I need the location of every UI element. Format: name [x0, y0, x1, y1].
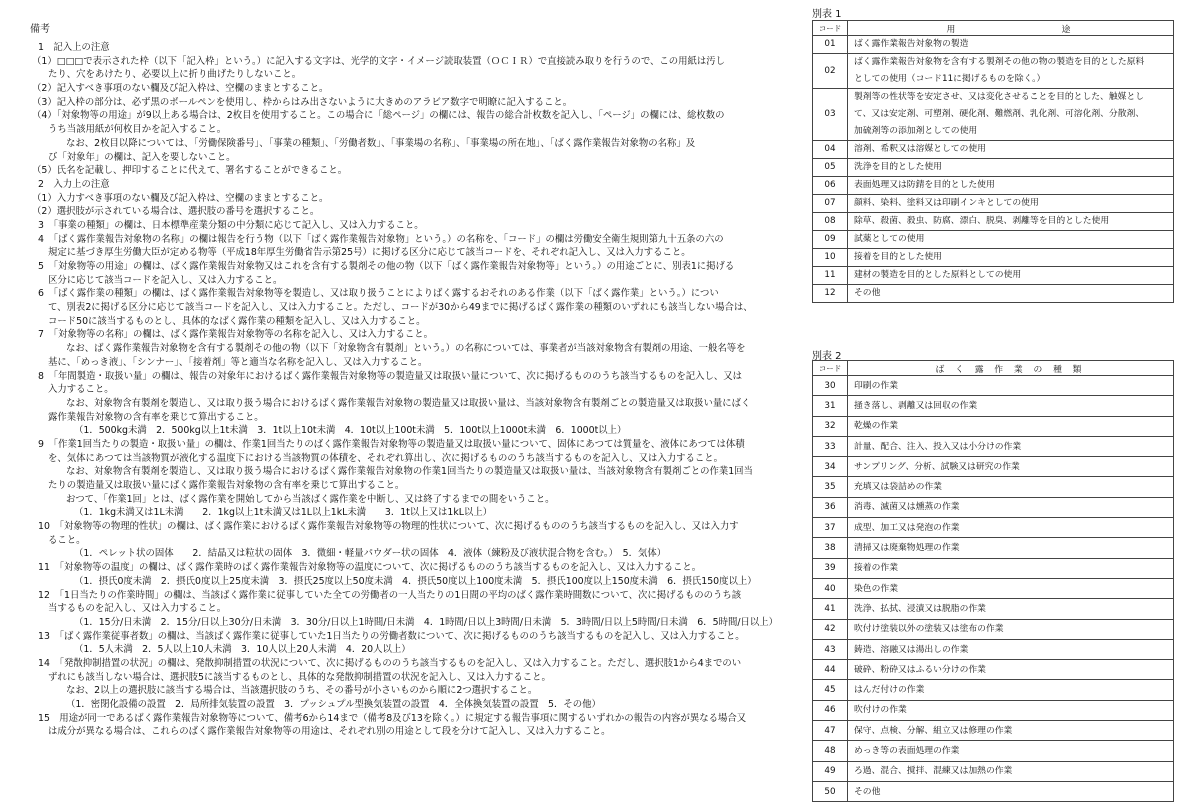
- remark-line: 入力すること。: [48, 384, 114, 396]
- table-row: [813, 721, 1174, 741]
- remark-line: 9 「作業1回当たりの製造・取扱い量」の欄は、作業1回当たりのばく露作業報告対象物等の製造量又は取扱い量について、固体にあつては質量を、液体にあつては体積: [38, 438, 745, 450]
- row-description: 吹付けの作業: [848, 700, 1174, 720]
- remark-line: 4 「ばく露作業報告対象物の名称」の欄は報告を行う物（以下「ばく露作業報告対象物」という。）の名称を、「コード」の欄は労働安全衛生規則第九十五条の六の: [38, 233, 724, 245]
- table-header-row: [813, 21, 1174, 36]
- row-description: 表面処理又は防錆を目的とした使用: [848, 177, 1174, 195]
- remark-line: おつて、「作業1回」とは、ばく露作業を開始してから当該ばく露作業を中断し、又は終了するまでの間をいうこと。: [66, 493, 555, 505]
- table-row: [813, 558, 1174, 578]
- table-row: [813, 159, 1174, 177]
- row-code: 40: [813, 578, 848, 598]
- remark-line: 露作業報告対象物の含有率を乗じて算出すること。: [48, 411, 264, 423]
- row-description: ろ過、混合、撹拌、混練又は加熱の作業: [848, 761, 1174, 781]
- row-description: サンプリング、分析、試験又は研究の作業: [848, 457, 1174, 477]
- remarks-heading: 備考: [30, 24, 50, 35]
- row-description: 洗浄、払拭、浸漬又は脱脂の作業: [848, 599, 1174, 619]
- row-code: 04: [813, 141, 848, 159]
- remark-line: 8 「年間製造・取扱い量」の欄は、報告の対象年におけるばく露作業報告対象物等の製造量又は取扱い量について、次に掲げるもののうち該当するものを記入し、又は: [38, 370, 743, 382]
- table-row: [813, 177, 1174, 195]
- row-description: 計量、配合、注入、投入又は小分けの作業: [848, 436, 1174, 456]
- remark-line: （1．1kg未満又は1L未満 2．1kg以上1t未満又は1L以上1kL未満 3．1t以上又は1kL以上）: [74, 507, 493, 519]
- row-code: 47: [813, 721, 848, 741]
- row-description: はんだ付けの作業: [848, 680, 1174, 700]
- remark-line: （3）記入枠の部分は、必ず黒のボールペンを使用し、枠からはみ出さないように大きめのアラビア数字で明瞭に記入すること。: [32, 96, 573, 108]
- row-code: 48: [813, 741, 848, 761]
- row-description: 消毒、滅菌又は燻蒸の作業: [848, 497, 1174, 517]
- row-code: 34: [813, 457, 848, 477]
- row-description: 建材の製造を目的とした原料としての使用: [848, 267, 1174, 285]
- row-description: 保守、点検、分解、組立又は修理の作業: [848, 721, 1174, 741]
- table-row: [813, 741, 1174, 761]
- row-description: 清掃又は廃棄物処理の作業: [848, 538, 1174, 558]
- remark-line: （1．密閉化設備の設置 2．局所排気装置の設置 3．プッシュプル型換気装置の設置 4．全体換気装置の設置 5．その他）: [66, 699, 601, 710]
- remark-line: なお、対象物含有製剤を製造し、又は取り扱う場合におけるばく露作業報告対象物の製造量又は取扱い量は、当該対象物含有製剤ごとの製造量又は取扱い量にばく: [66, 397, 751, 409]
- row-description: 乾燥の作業: [848, 416, 1174, 436]
- remark-line: なお、対象物含有製剤を製造し、又は取り扱う場合におけるばく露作業報告対象物の作業1回当たりの製造量又は取扱い量は、当該対象物含有製剤ごとの作業1回当: [66, 466, 753, 478]
- table-row: [813, 141, 1174, 159]
- row-code: 12: [813, 285, 848, 303]
- remark-line: （1）□□□で表示された枠（以下「記入枠」という。）に記入する文字は、光学的文字・イメージ読取装置（ＯＣＩＲ）で直接読み取りを行うので、この用紙は汚し: [32, 55, 726, 67]
- work-type-code-table: [812, 360, 1174, 802]
- remark-line: （1．摂氏0度未満 2．摂氏0度以上25度未満 3．摂氏25度以上50度未満 4．摂氏50度以上100度未満 5．摂氏100度以上150度未満 6．摂氏150度以上）: [74, 575, 757, 587]
- row-code: 50: [813, 781, 848, 801]
- remark-line: 区分に応じて該当コードを記入し、又は入力すること。: [48, 274, 283, 286]
- table-row: [813, 761, 1174, 781]
- row-code: 10: [813, 249, 848, 267]
- row-code: 45: [813, 680, 848, 700]
- row-description: ばく露作業報告対象物の製造: [848, 36, 1174, 54]
- table-header-row: [813, 361, 1174, 376]
- remarks-section: [30, 20, 806, 739]
- row-code: 31: [813, 396, 848, 416]
- row-code: 33: [813, 436, 848, 456]
- remark-line: （1．5人未満 2．5人以上10人未満 3．10人以上20人未満 4．20人以上）: [74, 644, 411, 656]
- table-row: [813, 416, 1174, 436]
- table-row: [813, 54, 1174, 89]
- remark-line: （2）選択肢が示されている場合は、選択肢の番号を選択すること。: [32, 206, 320, 218]
- table-row: [813, 781, 1174, 801]
- remark-line: 12 「1日当たりの作業時間」の欄は、当該ばく露作業に従事していた全ての労働者の一人当たりの1日間の平均のばく露作業時間数について、次に掲げるもののうち該: [38, 589, 742, 601]
- row-description: 試薬としての使用: [848, 231, 1174, 249]
- row-code: 05: [813, 159, 848, 177]
- remark-line: 3 「事業の種類」の欄は、日本標準産業分類の中分類に応じて記入し、又は入力すること。: [38, 219, 424, 231]
- remark-line: を、気体にあつては当該物質が液化する温度下における当該物質の体積を、それぞれ算出し、次に掲げるもののうち該当するものを記入し、又は入力すること。: [48, 452, 724, 464]
- remark-line: 15 用途が同一であるばく露作業報告対象物等について、備考6から14まで（備考8及び13を除く。）に規定する報告事項に関するいずれかの報告の内容が異なる場合又: [38, 712, 747, 724]
- row-code: 44: [813, 660, 848, 680]
- remark-line: たりの製造量又は取扱い量にばく露作業報告対象物の含有率を乗じて算出すること。: [48, 480, 405, 491]
- remark-line: （1．500kg未満 2．500kg以上1t未満 3．1t以上10t未満 4．10t以上100t未満 5．100t以上1000t未満 6．1000t以上）: [74, 425, 627, 437]
- row-description: 鋳造、溶融又は湯出しの作業: [848, 639, 1174, 659]
- table-row: [813, 195, 1174, 213]
- remark-line: 7 「対象物等の名称」の欄は、ばく露作業報告対象物等の名称を記入し、又は入力すること。: [38, 329, 434, 341]
- remark-line: なお、ばく露作業報告対象物を含有する製剤その他の物（以下「対象物含有製剤」という。）の名称については、事業者が当該対象物含有製剤の用途、一般名等を: [66, 343, 746, 355]
- table-row: [813, 231, 1174, 249]
- remark-line: （4）「対象物等の用途」が9以上ある場合は、2枚目を使用すること。この場合に「総ページ」の欄には、報告の総合計枚数を記入し、「ページ」の欄には、総枚数の: [32, 110, 725, 122]
- remark-line: コード50に該当するものとし、具体的なばく露作業の種類を記入し、又は入力すること。: [48, 315, 426, 327]
- remark-line: 13 「ばく露作業従事者数」の欄は、当該ばく露作業に従事していた1日当たりの労働者数について、次に掲げるもののうち該当するものを記入し、又は入力すること。: [38, 630, 745, 642]
- table-row: [813, 89, 1174, 141]
- remark-line: たり、穴をあけたり、必要以上に折り曲げたりしないこと。: [48, 69, 302, 81]
- row-description: 溶剤、希釈又は溶媒としての使用: [848, 141, 1174, 159]
- row-code: 38: [813, 538, 848, 558]
- row-description: 製剤等の性状等を安定させ、又は変化させることを目的とした、触媒とし て、又は安定剤、可塑剤、硬化剤、難燃剤、乳化剤、可溶化剤、分散剤、 加硫剤等の添加剤としての使用: [848, 89, 1174, 141]
- work-type-header: ば く 露 作 業 の 種 類: [848, 361, 1174, 376]
- row-description: 除草、殺菌、殺虫、防腐、漂白、脱臭、剥離等を目的とした使用: [848, 213, 1174, 231]
- table-row: [813, 249, 1174, 267]
- remark-line: 規定に基づき厚生労働大臣が定める物等（平成18年厚生労働省告示第25号）に掲げる区分に応じて該当コードを、それぞれ記入し、又は入力すること。: [48, 247, 691, 259]
- row-code: 11: [813, 267, 848, 285]
- remark-line: 2 入力上の注意: [38, 178, 110, 190]
- row-description: 接着を目的とした使用: [848, 249, 1174, 267]
- remark-line: 10 「対象物等の物理的性状」の欄は、ばく露作業におけるばく露作業報告対象物等の物理的性状について、次に掲げるもののうち該当するものを記入し、又は入力す: [38, 521, 739, 533]
- row-description: 充填又は袋詰めの作業: [848, 477, 1174, 497]
- row-description: 印刷の作業: [848, 376, 1174, 396]
- row-code: 02: [813, 54, 848, 89]
- remark-line: ずれにも該当しない場合は、選択肢5に該当するものとし、具体的な発散抑制措置の状況を記入し、又は入力すること。: [48, 671, 551, 683]
- row-description: 洗浄を目的とした使用: [848, 159, 1174, 177]
- row-code: 36: [813, 497, 848, 517]
- row-code: 41: [813, 599, 848, 619]
- remark-line: うち当該用紙が何枚目かを記入すること。: [48, 124, 227, 136]
- row-description: 染色の作業: [848, 578, 1174, 598]
- remark-line: （1）入力すべき事項のない欄及び記入枠は、空欄のままとすること。: [32, 192, 329, 204]
- table-row: [813, 599, 1174, 619]
- table2-caption: 別表 2: [812, 351, 842, 362]
- remark-line: 11 「対象物等の温度」の欄は、ばく露作業時のばく露作業報告対象物等の温度について、次に掲げるもののうち該当するものを記入し、又は入力すること。: [38, 562, 702, 574]
- remark-line: 5 「対象物等の用途」の欄は、ばく露作業報告対象物又はこれを含有する製剤その他の物（以下「ばく露作業報告対象物等」という。）の用途ごとに、別表1に掲げる: [38, 261, 735, 272]
- code-header: コード: [813, 361, 848, 376]
- remark-line: 1 記入上の注意: [38, 42, 110, 53]
- row-code: 37: [813, 518, 848, 538]
- row-description: 破砕、粉砕又はふるい分けの作業: [848, 660, 1174, 680]
- remark-line: （2）記入すべき事項のない欄及び記入枠は、空欄のままとすること。: [32, 83, 329, 95]
- row-description: ばく露作業報告対象物を含有する製剤その他の物の製造を目的とした原料 としての使用（コード11に掲げるものを除く。）: [848, 54, 1174, 89]
- remark-line: （1．15分/日未満 2．15分/日以上30分/日未満 3．30分/日以上1時間/日未満 4．1時間/日以上3時間/日未満 5．3時間/日以上5時間/日未満 6．5時間/日以上）: [74, 616, 779, 628]
- table-row: [813, 285, 1174, 303]
- row-code: 30: [813, 376, 848, 396]
- table-row: [813, 497, 1174, 517]
- table-row: [813, 36, 1174, 54]
- row-code: 35: [813, 477, 848, 497]
- row-code: 43: [813, 639, 848, 659]
- row-description: 顔料、染料、塗料又は印刷インキとしての使用: [848, 195, 1174, 213]
- row-description: その他: [848, 781, 1174, 801]
- remark-line: び「対象年」の欄は、記入を要しないこと。: [48, 151, 236, 163]
- table-row: [813, 518, 1174, 538]
- row-description: めっき等の表面処理の作業: [848, 741, 1174, 761]
- remark-line: 6 「ばく露作業の種類」の欄は、ばく露作業報告対象物等を製造し、又は取り扱うことによりばく露するおそれのある作業（以下「ばく露作業」という。）につい: [38, 288, 719, 300]
- table-row: [813, 376, 1174, 396]
- row-code: 09: [813, 231, 848, 249]
- table-row: [813, 457, 1174, 477]
- row-code: 32: [813, 416, 848, 436]
- usage-header: 用 途: [848, 21, 1174, 36]
- table-row: [813, 639, 1174, 659]
- remark-line: 当するものを記入し、又は入力すること。: [48, 603, 227, 615]
- row-code: 03: [813, 89, 848, 141]
- usage-code-table: [812, 20, 1174, 303]
- row-code: 39: [813, 558, 848, 578]
- row-code: 46: [813, 700, 848, 720]
- row-code: 06: [813, 177, 848, 195]
- table-row: [813, 578, 1174, 598]
- table-row: [813, 396, 1174, 416]
- remark-line: 基に、「めっき液」、「シンナー」、「接着剤」等と適当な名称を記入し、又は入力すること。: [48, 356, 428, 368]
- row-code: 42: [813, 619, 848, 639]
- row-description: 吹付け塗装以外の塗装又は塗布の作業: [848, 619, 1174, 639]
- table-row: [813, 267, 1174, 285]
- remark-line: は成分が異なる場合は、これらのばく露作業報告対象物等の用途は、それぞれ別の用途として段を分けて記入し、又は入力すること。: [48, 726, 611, 738]
- table-row: [813, 477, 1174, 497]
- row-code: 08: [813, 213, 848, 231]
- table-row: [813, 436, 1174, 456]
- table-row: [813, 700, 1174, 720]
- remark-line: 14 「発散抑制措置の状況」の欄は、発散抑制措置の状況について、次に掲げるもののうち該当するものを記入し、又は入力すること。ただし、選択肢1から4までのい: [38, 657, 742, 669]
- row-code: 07: [813, 195, 848, 213]
- remark-line: なお、2枚目以降については、「労働保険番号」、「事業の種類」、「労働者数」、「事業場の名称」、「事業場の所在地」、「ばく露作業報告対象物の名称」及: [66, 137, 696, 149]
- row-description: 接着の作業: [848, 558, 1174, 578]
- row-description: その他: [848, 285, 1174, 303]
- code-header: コード: [813, 21, 848, 36]
- table1-caption: 別表 1: [812, 9, 842, 20]
- table-row: [813, 660, 1174, 680]
- remark-line: て、別表2に掲げる区分に応じて該当コードを記入し、又は入力すること。ただし、コードが30から49までに掲げるばく露作業の種類のいずれにも該当しない場合は、: [48, 302, 753, 314]
- row-code: 01: [813, 36, 848, 54]
- row-description: 成型、加工又は発泡の作業: [848, 518, 1174, 538]
- remark-line: （5）氏名を記載し、押印することに代えて、署名することができること。: [32, 165, 348, 177]
- row-code: 49: [813, 761, 848, 781]
- table-row: [813, 680, 1174, 700]
- table-row: [813, 619, 1174, 639]
- remarks-lines: [30, 41, 806, 739]
- remark-line: ること。: [48, 534, 86, 546]
- table-row: [813, 213, 1174, 231]
- remark-line: （1．ペレット状の固体 2．結晶又は粒状の固体 3．微細・軽量パウダー状の固体 4．液体（練粉及び液状混合物を含む。） 5．気体）: [74, 548, 667, 560]
- row-description: 掻き落し、剥離又は回収の作業: [848, 396, 1174, 416]
- table-row: [813, 538, 1174, 558]
- remark-line: なお、2以上の選択肢に該当する場合は、当該選択肢のうち、その番号が小さいものから順に2つ選択すること。: [66, 685, 538, 697]
